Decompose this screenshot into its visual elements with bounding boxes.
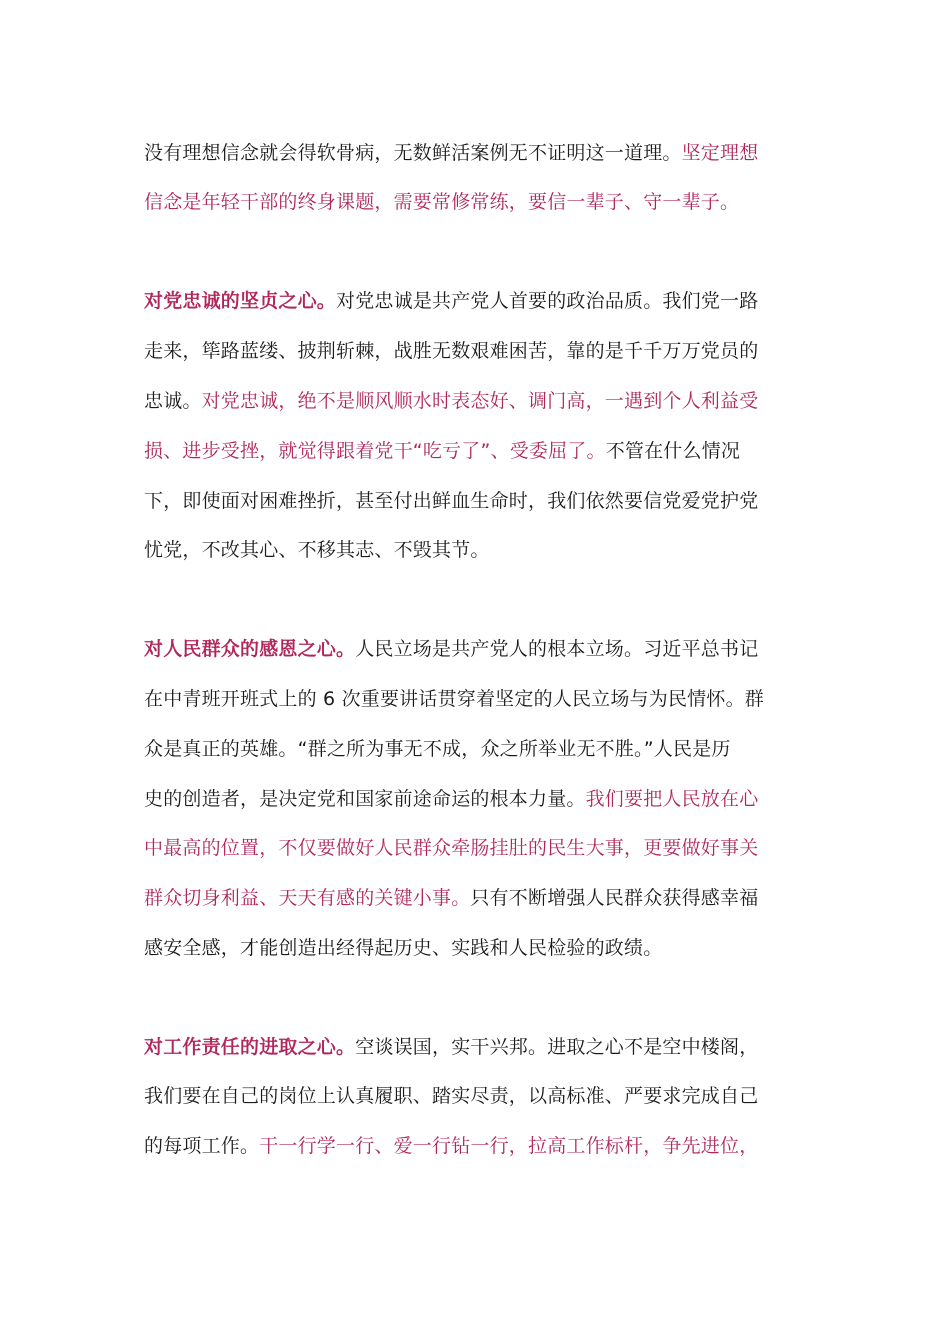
body-text: 感安全感，才能创造出经得起历史、实践和人民检验的政绩。 [144,937,663,959]
highlight-text: 我们要把人民放在心 [585,788,759,810]
text-line [144,635,814,663]
text-line [144,536,814,564]
body-text: 众是真正的英雄。“群之所为事无不成，众之所举业无不胜。”人民是历 [144,738,731,760]
body-text: 对党忠诚是共产党人首要的政治品质。我们党一路 [336,290,759,312]
body-text: 忧党，不改其心、不移其志、不毁其节。 [144,539,490,561]
text-line [144,1132,814,1160]
body-text: 我们要在自己的岗位上认真履职、踏实尽责，以高标准、严要求完成自己 [144,1085,759,1107]
heading-text: 对党忠诚的坚贞之心。 [144,290,337,312]
text-line [144,1082,814,1110]
body-text: 没有理想信念就会得软骨病，无数鲜活案例无不证明这一道理。 [144,142,682,164]
text-line [144,1033,814,1061]
body-text: 人民立场是共产党人的根本立场。习近平总书记 [355,638,759,660]
text-line [144,487,814,515]
text-line [144,735,814,763]
text-line [144,884,814,912]
text-line [144,337,814,365]
text-line [144,785,814,813]
body-text: 在中青班开班式上的 6 次重要讲话贯穿着坚定的人民立场与为民情怀。群 [144,688,764,710]
body-text: 史的创造者，是决定党和国家前途命运的根本力量。 [144,788,586,810]
body-text: 走来，筚路蓝缕、披荆斩棘，战胜无数艰难困苦，靠的是千千万万党员的 [144,340,759,362]
body-text: 忠诚。 [144,390,202,412]
text-line [144,287,814,315]
text-line [144,188,814,216]
highlight-text: 信念是年轻干部的终身课题，需要常修常练，要信一辈子、守一辈子。 [144,191,740,213]
heading-text: 对人民群众的感恩之心。 [144,638,356,660]
text-line [144,685,814,713]
body-text: 的每项工作。 [144,1135,260,1157]
heading-text: 对工作责任的进取之心。 [144,1036,356,1058]
text-line [144,834,814,862]
text-line [144,139,814,167]
highlight-text: 坚定理想 [681,142,759,164]
highlight-text: 损、进步受挫，就觉得跟着党干“吃亏了”、受委屈了。 [144,440,606,462]
body-text: 空谈误国，实干兴邦。进取之心不是空中楼阁， [355,1036,759,1058]
highlight-text: 中最高的位置，不仅要做好人民群众牵肠挂肚的民生大事，更要做好事关 [144,837,759,859]
body-text: 不管在什么情况 [605,440,741,462]
text-line [144,934,814,962]
highlight-text: 对党忠诚，绝不是顺风顺水时表态好、调门高，一遇到个人利益受 [201,390,759,412]
text-line [144,387,814,415]
body-text: 下，即使面对困难挫折，甚至付出鲜血生命时，我们依然要信党爱党护党 [144,490,759,512]
body-text: 只有不断增强人民群众获得感幸福 [470,887,759,909]
highlight-text: 干一行学一行、爱一行钻一行，拉高工作标杆，争先进位， [259,1135,759,1157]
highlight-text: 群众切身利益、天天有感的关键小事。 [144,887,471,909]
text-line [144,437,814,465]
